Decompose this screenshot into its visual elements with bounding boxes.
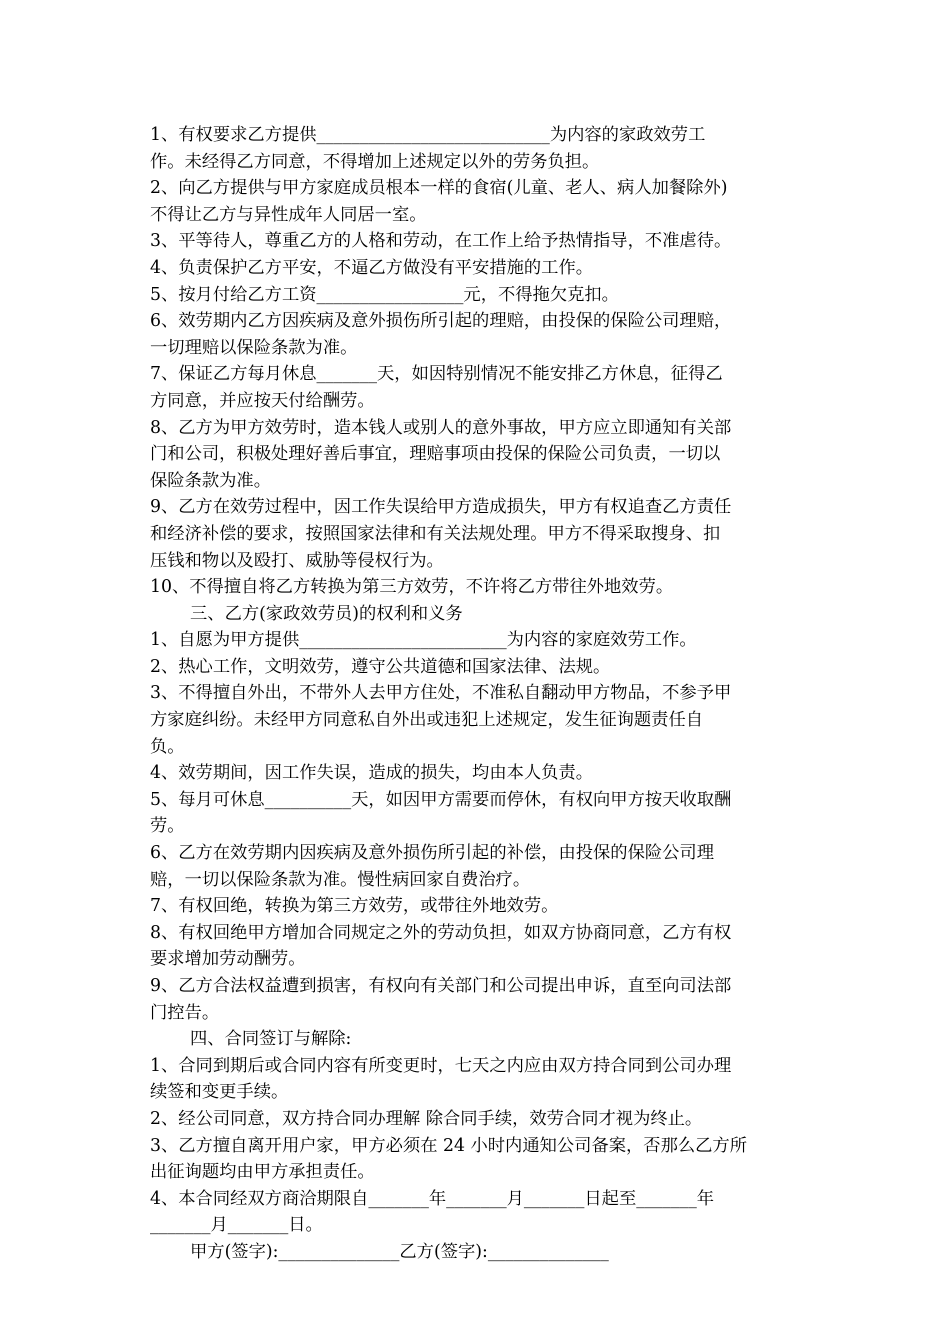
clause-paragraph [150,760,800,787]
text-line: 四、合同签订与解除: [190,1029,352,1050]
text-line: 要求增加劳动酬劳。 [150,949,306,970]
text-line: 7、保证乙方每月休息_______天，如因特别情况不能安排乙方休息，征得乙 [150,364,723,385]
clause-paragraph [150,973,800,1026]
text-line: 负。 [150,736,185,757]
section-heading [150,1026,800,1053]
clause-paragraph [150,308,800,361]
clause-paragraph [150,255,800,282]
clause-paragraph [150,415,800,495]
text-line: 2、向乙方提供与甲方家庭成员根本一样的食宿(儿童、老人、病人加餐除外) [150,178,728,199]
text-line: 出征询题均由甲方承担责任。 [150,1162,375,1183]
clause-paragraph [150,840,800,893]
text-line: 10、不得擅自将乙方转换为第三方效劳，不许将乙方带往外地效劳。 [150,577,674,598]
text-line: 续签和变更手续。 [150,1082,289,1103]
text-line: 1、有权要求乙方提供___________________________为内容的家政效劳工 [150,125,706,145]
text-line: 门和公司，积极处理好善后事宜，理赔事项由投保的保险公司负责，一切以 [150,444,721,465]
clause-paragraph [150,1133,800,1186]
clause-paragraph [150,893,800,920]
clause-paragraph [150,122,800,175]
text-line: 1、自愿为甲方提供________________________为内容的家庭效劳工作。 [150,630,697,651]
text-line: 甲方(签字):______________乙方(签字):______________ [190,1241,609,1262]
section-heading [150,601,800,628]
text-line: 赔，一切以保险条款为准。慢性病回家自费治疗。 [150,869,531,890]
text-line: 5、按月付给乙方工资_________________元，不得拖欠克扣。 [150,284,619,305]
text-line: 和经济补偿的要求，按照国家法律和有关法规处理。甲方不得采取搜身、扣 [150,523,721,544]
text-line: 9、乙方合法权益遭到损害，有权向有关部门和公司提出申诉，直至向司法部 [150,976,732,996]
text-line: 压钱和物以及殴打、威胁等侵权行为。 [150,550,444,571]
clause-paragraph [150,680,800,760]
text-line: 一切理赔以保险条款为准。 [150,337,358,358]
clause-paragraph [150,282,800,309]
clause-paragraph [150,1186,800,1239]
text-line: 2、热心工作，文明效劳，遵守公共道德和国家法律、法规。 [150,656,611,677]
text-line: 门控告。 [150,1002,220,1023]
text-line: 4、负责保护乙方平安，不逼乙方做没有平安措施的工作。 [150,257,594,278]
text-line: 1、合同到期后或合同内容有所变更时，七天之内应由双方持合同到公司办理 [150,1055,732,1076]
text-line: 7、有权回绝，转换为第三方效劳，或带往外地效劳。 [150,896,559,917]
text-line: 3、平等待人，尊重乙方的人格和劳动，在工作上给予热情指导，不准虐待。 [150,231,732,252]
text-line: 9、乙方在效劳过程中，因工作失误给甲方造成损失，甲方有权追查乙方责任 [150,497,732,518]
text-line: 5、每月可休息__________天，如因甲方需要而停休，有权向甲方按天收取酬 [150,789,732,810]
clause-paragraph [150,494,800,574]
text-line: 劳。 [150,816,185,837]
text-line: 2、经公司同意，双方持合同办理解 除合同手续，效劳合同才视为终止。 [150,1108,703,1129]
clause-paragraph [150,361,800,414]
clause-paragraph [150,787,800,840]
clause-paragraph [150,1106,800,1133]
text-line: 3、乙方擅自离开用户家，甲方必须在 24 小时内通知公司备案，否那么乙方所 [150,1135,747,1156]
clause-paragraph [150,654,800,681]
text-line: 不得让乙方与异性成年人同居一室。 [150,204,427,225]
clause-paragraph [150,574,800,601]
text-line: 方家庭纠纷。未经甲方同意私自外出或违犯上述规定，发生征询题责任自 [150,710,704,731]
text-line: 8、乙方为甲方效劳时，造本钱人或别人的意外事故，甲方应立即通知有关部 [150,417,732,438]
clause-paragraph [150,627,800,654]
clause-paragraph [150,175,800,228]
clause-paragraph [150,1053,800,1106]
document-page [150,122,800,1266]
clause-paragraph [150,228,800,255]
text-line: 作。未经得乙方同意，不得增加上述规定以外的劳务负担。 [150,151,600,172]
text-line: _______月_______日。 [150,1215,323,1236]
text-line: 方同意，并应按天付给酬劳。 [150,390,375,411]
section-heading [150,1239,800,1266]
text-line: 6、乙方在效劳期内因疾病及意外损伤所引起的补偿，由投保的保险公司理 [150,843,714,864]
text-line: 8、有权回绝甲方增加合同规定之外的劳动负担，如双方协商同意，乙方有权 [150,922,732,943]
text-line: 3、不得擅自外出，不带外人去甲方住处，不准私自翻动甲方物品，不参予甲 [150,683,732,704]
text-line: 三、乙方(家政效劳员)的权利和义务 [190,603,463,624]
text-line: 保险条款为准。 [150,470,271,491]
text-line: 4、效劳期间，因工作失误，造成的损失，均由本人负责。 [150,763,594,784]
text-line: 4、本合同经双方商洽期限自_______年_______月_______日起至_______年 [150,1188,714,1209]
text-line: 6、效劳期内乙方因疾病及意外损伤所引起的理赔，由投保的保险公司理赔， [150,311,732,332]
clause-paragraph [150,920,800,973]
